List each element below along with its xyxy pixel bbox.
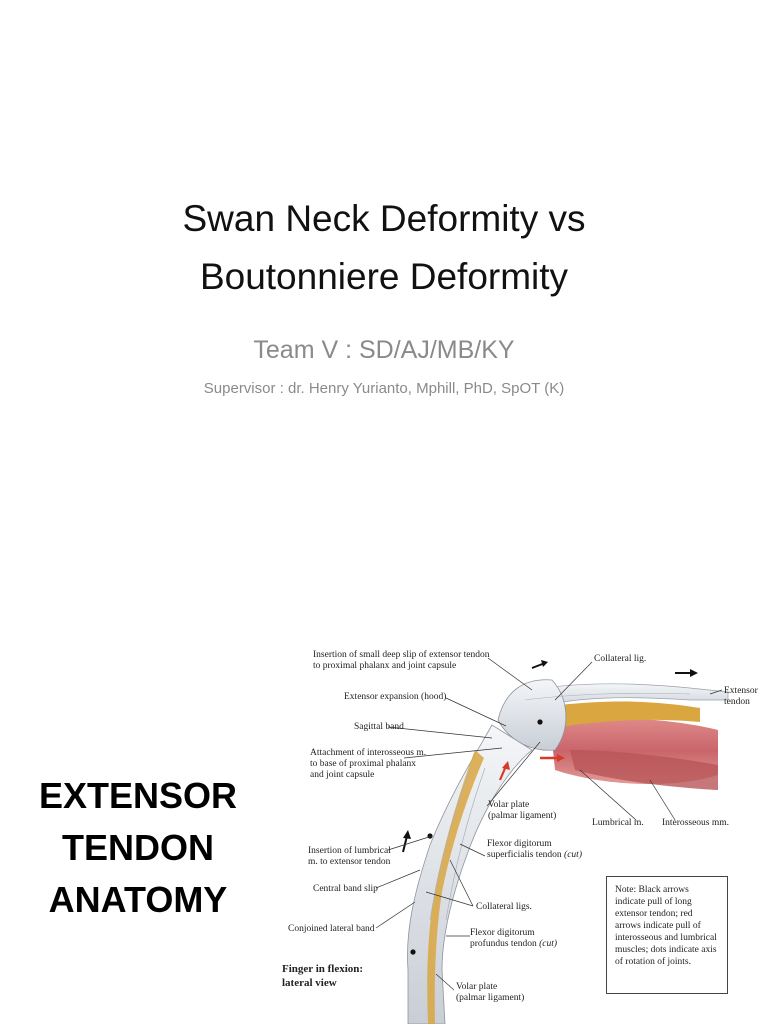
label-interosseous-mm: Interosseous mm. (662, 818, 730, 828)
dip-joint-dot (410, 949, 415, 954)
label-insertion-lumbrical (308, 846, 391, 868)
heading-line-2: TENDON (62, 827, 214, 868)
label-extensor-expansion: Extensor expansion (hood) (344, 692, 447, 702)
supervisor-line: Supervisor : dr. Henry Yurianto, Mphill, PhD, SpOT (K) (203, 380, 565, 397)
label-line: Insertion of lumbrical (308, 846, 391, 856)
label-line: Volar plate (488, 800, 530, 810)
label-line: Insertion of small deep slip of extensor tendon (313, 650, 490, 660)
label-fds-tendon (487, 839, 582, 861)
title-line-2: Boutonniere Deformity (199, 256, 569, 297)
label-line: and joint capsule (310, 770, 375, 780)
label-collateral-ligs: Collateral ligs. (476, 902, 532, 912)
label-cut: (cut) (539, 939, 558, 949)
label-line: Flexor digitorum (487, 839, 552, 849)
label-line: to proximal phalanx and joint capsule (313, 661, 457, 671)
label-cut: (cut) (564, 850, 582, 860)
figure-note-box: Note: Black arrows indicate pull of long extensor tendon; red arrows indicate pull of interosseous and lumbrical muscles; dots indicate axis of rotation of joints. (606, 876, 728, 994)
label-attachment-interosseous (310, 748, 426, 781)
label-line: Extensor (724, 686, 758, 696)
label-volar-plate-upper (488, 800, 556, 822)
label-line: profundus tendon (470, 939, 537, 949)
label-line: to base of proximal phalanx (310, 759, 417, 769)
label-extensor-tendon (724, 686, 758, 708)
caption-line: lateral view (282, 977, 337, 989)
label-sagittal-band: Sagittal band (354, 722, 404, 732)
caption-line: Finger in flexion: (282, 963, 364, 975)
label-line: tendon (724, 697, 750, 707)
slide-heading (20, 770, 256, 926)
extensor-tendon-figure (270, 630, 768, 1024)
label-lumbrical-m: Lumbrical m. (592, 818, 644, 828)
label-insertion-small-slip (313, 650, 490, 672)
label-line: (palmar ligament) (456, 993, 525, 1003)
team-subtitle: Team V : SD/AJ/MB/KY (253, 336, 515, 364)
label-volar-plate-lower (456, 982, 524, 1004)
figure-caption (282, 962, 363, 990)
label-line: Attachment of interosseous m. (310, 748, 427, 758)
label-line: Volar plate (456, 982, 498, 992)
label-fdp-tendon (470, 928, 557, 950)
mcp-joint-dot (537, 719, 542, 724)
heading-line-1: EXTENSOR (38, 775, 238, 816)
heading-line-3: ANATOMY (48, 879, 228, 920)
label-line: (palmar ligament) (488, 811, 557, 821)
slide-title (60, 190, 708, 306)
label-conjoined-lateral-band: Conjoined lateral band (288, 924, 375, 934)
title-line-1: Swan Neck Deformity vs (182, 198, 586, 239)
label-line: m. to extensor tendon (308, 857, 391, 867)
label-line: Flexor digitorum (470, 928, 535, 938)
label-central-band-slip: Central band slip (313, 884, 378, 894)
label-collateral-lig: Collateral lig. (594, 654, 647, 664)
label-line: superficialis tendon (487, 850, 562, 860)
